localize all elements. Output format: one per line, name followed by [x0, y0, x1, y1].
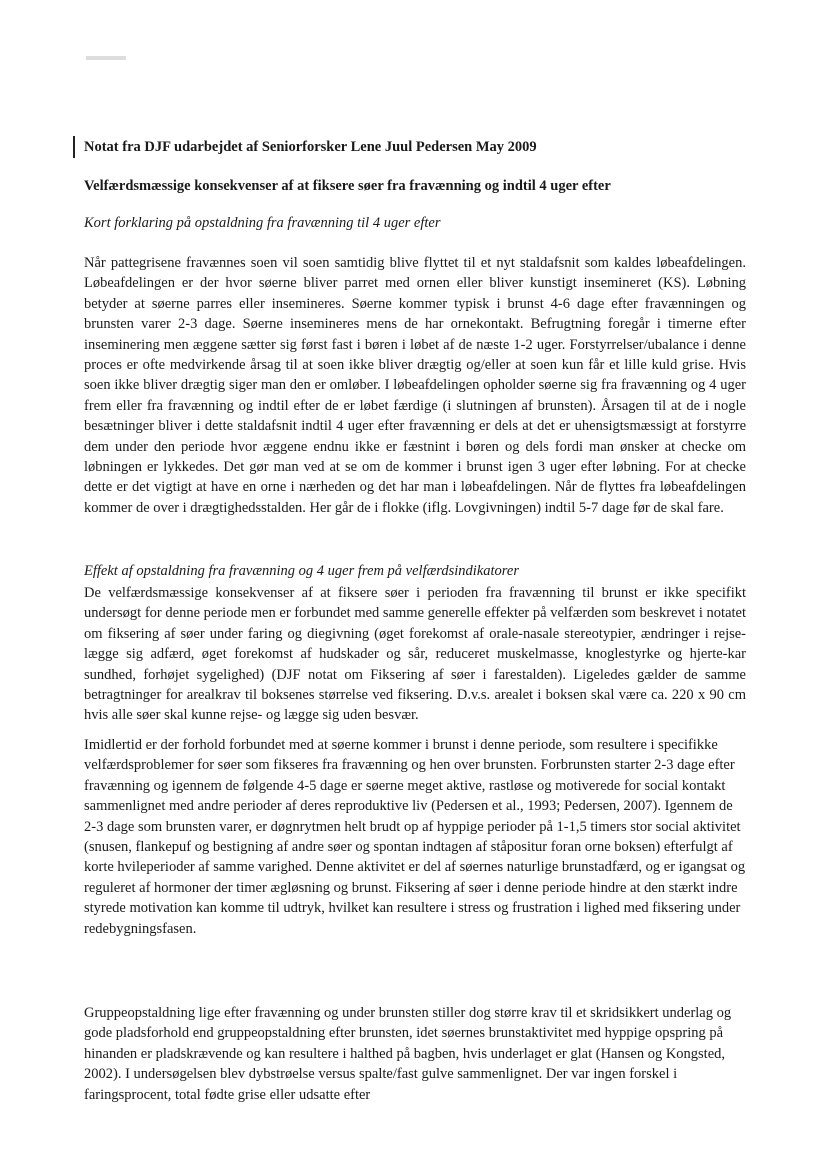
margin-bar: [73, 136, 75, 158]
faint-header-mark: [86, 56, 126, 60]
section1-body: Når pattegrisene fravænnes soen vil soen samtidig blive flyttet til et nyt staldafsnit som kaldes løbeafdelingen. Løbeafdelingen er der hvor søerne bliver parret med ornen eller bliver kunstigt insemineret (KS). Løbning betyder at søerne parres eller insemineres. Søerne kommer typisk i brunst 4-6 dage efter fravænningen og brunsten varer 2-3 dage. Søerne insemineres mens de har ornekontakt. Befrugtning foregår i timerne efter inseminering men æggene sætter sig først fast i børen i løbet af de næste 1-2 uger. Forstyrrelser/ubalance i denne proces er ofte medvirkende årsag til at soen ikke bliver drægtig og/eller at soen kun får et lille kuld grise. Hvis soen ikke bliver drægtig siger man den er omløber. I løbeafdelingen opholder søerne sig fra fravænning og 4 uger frem eller fra fravænning og indtil efter de er løbet færdige (i slutningen af brunsten). Årsagen til at de i nogle besætninger bliver i dette staldafsnit indtil 4 uger efter fravænning er dels at det er uhensigtsmæssigt at forstyrre dem under den periode hvor æggene endnu ikke er fæstnint i børen og dels fordi man ønsker at checke om løbningen er lykkedes. Det gør man ved at se om de kommer i brunst igen 3 uger efter løbning. For at checke dette er det vigtigt at have en orne i nærheden og det har man i løbeafdelingen. Når de flyttes fra løbeafdelingen kommer de over i drægtighedsstalden. Her går de i flokke (iflg. Lovgivningen) indtil 5-7 dage før de skal fare.: [84, 255, 746, 516]
section2-body: De velfærdsmæssige konsekvenser af at fiksere søer i perioden fra fravænning til brunst er ikke specifikt undersøgt for denne periode men er forbundet med samme generelle effekter på velfærden som beskrevet i notatet om fiksering af søer under faring og diegivning (øget forekomst af orale-nasale stereotypier, ændringer i rejse-lægge sig adfærd, øget forekomst af hudskader og sår, reduceret muskelmasse, knoglestyrke og hjerte-kar sundhed, forhøjet sygelighed) (DJF notat om Fiksering af søer i farestalden). Ligeledes gælder de samme betragtninger for arealkrav til boksenes størrelse ved fiksering. D.v.s. arealet i boksen skal være ca. 220 x 90 cm hvis alle søer skal kunne rejse- og lægge sig uden besvær.: [84, 585, 746, 724]
section2-body2: Imidlertid er der forhold forbundet med at søerne kommer i brunst i denne periode, som resultere i specifikke velfærdsproblemer for søer som fikseres fra fravænning og hen over brunsten. Forbrunsten starter 2-3 dage efter fravænning og igennem de følgende 4-5 dage er søerne meget aktive, rastløse og motiverede for social kontakt sammenlignet med andre perioder af deres reproduktive liv (Pedersen et al., 1993; Pedersen, 2007). Igennem de 2-3 dage som brunsten varer, er døgnrytmen helt brudt op af hyppige perioder på 1-1,5 timers stor social aktivitet (snusen, flankepuf og bestigning af andre søer og spontan indtagen af ståpositur foran orne boksen) efterfulgt af korte hvileperioder af samme varighed. Denne aktivitet er del af søernes naturlige brunstadfærd, og er igangsat og reguleret af hormoner der timer ægløsning og brunst. Fiksering af søer i denne periode hindre at den stærkt indre styrede motivation kan komme til udtryk, hvilket kan resultere i stress og frustration i lighed med fiksering under redebygningsfasen.: [84, 737, 746, 937]
note-title: Notat fra DJF udarbejdet af Seniorforsker Lene Juul Pedersen May 2009: [84, 139, 537, 155]
section1-heading: Kort forklaring på opstaldning fra fravænning til 4 uger efter: [84, 215, 441, 231]
section2-body3: Gruppeopstaldning lige efter fravænning og under brunsten stiller dog større krav til et skridsikkert underlag og gode pladsforhold end gruppeopstaldning efter brunsten, idet søernes brunstaktivitet med hyppige opspring på hinanden er pladskrævende og kan resultere i halthed på bagben, hvis underlaget er glat (Hansen og Kongsted, 2002). I undersøgelsen blev dybstrøelse versus spalte/fast gulve sammenlignet. Der var ingen forskel i faringsprocent, total fødte grise eller udsatte efter: [84, 1005, 732, 1103]
section2-heading: Effekt af opstaldning fra fravænning og 4 uger frem på velfærdsindikatorer: [84, 563, 519, 579]
document-subtitle: Velfærdsmæssige konsekvenser af at fiksere søer fra fravænning og indtil 4 uger efter: [84, 178, 611, 194]
